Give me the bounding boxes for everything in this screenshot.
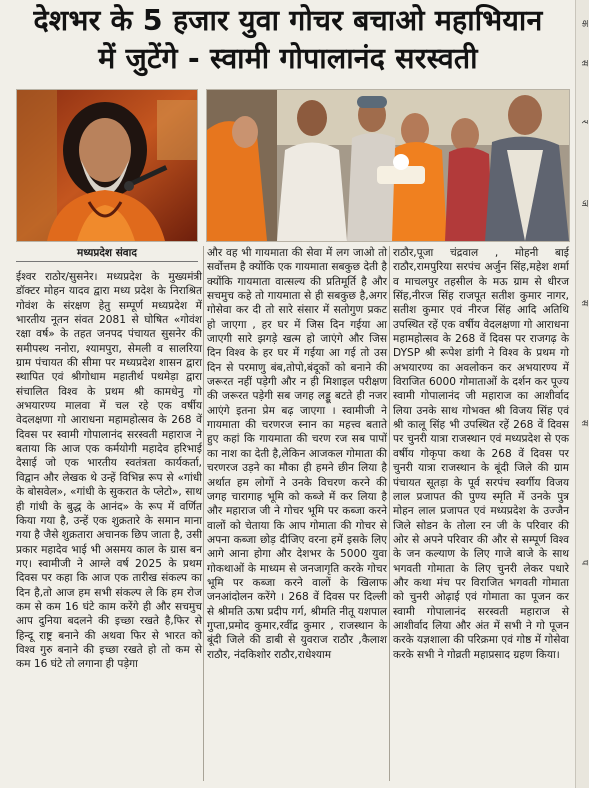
edge-char: स — [579, 60, 589, 67]
article-column-2 — [207, 246, 387, 662]
headline-line-1: देशभर के 5 हजार युवा गोचर बचाओ महाभियान — [33, 4, 543, 37]
edge-char: र — [579, 120, 589, 124]
column-divider — [389, 246, 390, 781]
edge-char: प — [579, 560, 589, 566]
photo-swami-portrait — [16, 89, 198, 242]
photo-caption: मध्यप्रदेश संवाद — [77, 247, 137, 259]
caption-divider — [16, 261, 198, 262]
article-column-1 — [16, 270, 202, 672]
edge-char: क — [579, 20, 589, 27]
edge-char: ज — [579, 200, 589, 207]
article-column-3 — [393, 246, 569, 662]
adjacent-page-edge — [575, 0, 589, 788]
column-divider — [203, 246, 204, 781]
headline-line-2: में जुटेंगे - स्वामी गोपालानंद सरस्वती — [98, 42, 478, 75]
article-text: राठौर,पूजा चंद्रवाल , मोहनी बाई राठौर,रामपुरिया सरपंच अर्जुन सिंह,महेश शर्मा व माचलपुर तहसील के मऊ ग्राम से धीरज सिंह,नीरज सिंह राजपूत सतीश कुमार नागर, सतीश कुमार एवं नीरज सिंह आदि अतिथि उपस्थित रहें एक वर्षीय वेदलक्षणा गो आराधना महामहोत्सव के 268 वें दिवस पर राजगढ़ के DYSP श्री रूपेश डांगी ने विश्व के प्रथम गो अभयारण्य का अवलोकन कर अभयारण्य में विराजित 6000 गोमाताओं के दर्शन कर पूज्य स्वामी गोपालानंद जी महाराज का आशीर्वाद लिया उनके साथ गोभक्त श्री विजय सिंह एवं श्री कालू सिंह भी उपस्थित रहें 268 वें दिवस पर चुनरी यात्रा राजस्थान एवं मध्यप्रदेश से एक वर्षीय गोकृपा कथा के 268 वें दिवस पर चुनरी यात्रा राजस्थान के बूंदी जिले की ग्राम पंचायत सूतड़ा के पूर्व सरपंच स्वर्गीय विजय लाल प्रजापत की पुण्य स्मृति में उनके पुत्र मोहन लाल प्रजापत एवं मध्यप्रदेश के उज्जैन जिले सोडन के तोला रन जी के परिवार की ओर से अपने परिवार की और से सम्पूर्ण विश्व के जन कल्याण के लिए गाजे बाजे के साथ भगवती गोमाता के लिए चुनरी लेकर पधारे और कथा मंच पर विराजित भगवती गोमाता को चुनरी ओढ़ाई एवं गोमाता का पूजन कर स्वामी गोपालानंद सरस्वती महाराज से आशीर्वाद लिया और अंत में सभी ने गो पूजन करके यज्ञशाला की परिक्रमा एवं गोष्ठ में गोसेवा करके सभी ने गोव्रती महाप्रसाद ग्रहण किया। — [393, 247, 569, 661]
photo-event-group — [206, 89, 570, 242]
article-text: और वह भी गायमाता की सेवा में लग जाओ तो सर्वोत्तम है क्योंकि एक गायमाता सबकुछ देती है क्योंकि गायमाता वात्सल्य की प्रतिमूर्ति है और सचमुच कहे तो गायमाता से ही सबकुछ है,अगर गोसेवा कर दी तो सारे संसार में सतोगुण प्रकट हो जाएगा , हर घर में जिस दिन गईया आ जाएगी सारे झगड़े खत्म हो जाएंगे और जिस दिन विश्व के हर घर में गईया आ गई तो उस दिन से परमाणु बंब,तोपो,बंदूकों को बनाने की जरूरत नहीं पड़ेगी और न ही मिशाइल परीक्षण की जरूरत पड़ेगी सब जगह लड्डू बटते ही नजर आएंगे इतना प्रेम बढ़ जाएगा । स्वामीजी ने गायमाता की चरणरज स्नान का महत्त्व बताते हुए कहां कि गायमाता की चरण रज सब पापों का नाश का देती है,लेकिन आजकल गोमाता की चरणरज उड़ने का मौका ही हमने छीन लिया है अर्थात हम लोगों ने उनके विचरण करने की जगह चारागाह भूमि को कब्जे में कर लिया है और महाराज जी ने गोचर भूमि पर कब्जा करने वालों को चेताया कि आप गोमाता की गोचर से अपना कब्जा छोड़ दीजिए वरना हमें इसके लिए आगे आना होगा और देशभर के 5000 युवा गोकथाओं के माध्यम से जनजागृति करके गोचर भूमि पर कब्जा करने वालों के खिलाफ जनआंदोलन करेंगे । 268 वें दिवस पर दिल्ली से श्रीमति ऊषा प्रदीप गर्ग, श्रीमति नीतू यशपाल गुप्ता,प्रमोद कुमार,रवींद्र कुमार , राजस्थान के बूंदी जिले की डाबी से युवराज राठौर ,कैलाश राठौर, नंदकिशोर राठौर,राधेश्याम — [207, 247, 387, 661]
edge-char: स — [579, 300, 589, 307]
edge-char: स — [579, 420, 589, 427]
article-text: ईश्वर राठोर/सुसनेर। मध्यप्रदेश के मुख्यमंत्री डॉक्टर मोहन यादव द्वारा मध्य प्रदेश के निराश्रित गोवंश के संरक्षण हेतु सम्पूर्ण मध्यप्रदेश में भारतीय नूतन संवत 2081 से घोषित «गोवंश रक्षा वर्ष» के तहत जनपद पंचायत सुसनेर की समीपस्थ ननोरा, श्यामपुरा, सेमली व सालरिया ग्राम पंचायत की सीमा पर मध्यप्रदेश शासन द्वारा स्थापित एवं श्रीगोधाम महातीर्थ पथमेड़ा द्वारा संचालित विश्व के प्रथम श्री कामधेनु गो अभयारण्य मालवा में चल रहे एक वर्षीय वेदलक्षणा गो आराधना महामहोत्सव के 268 वें दिवस पर स्वामी गोपालानंद सरस्वती महाराज ने बताया कि आज एक कर्मयोगी महादेव हरिभाई देसाई जो एक भारतीय स्वतंत्रता कार्यकर्ता, विद्वान और लेखक थे उन्हें विभिन्न रूप से «गांधी के बोसवेल», «गांधी के सुकरात के प्लेटो», साथ ही गांधी के बुद्ध के आनंद» के रूप में वर्णित किया गया है, उन्हें एक शुक्रतारे के समान माना गया है जैसे शुक्रतारा अचानक छिप जाता है, उसी प्रकार महादेव भाई भी असमय काल के ग्रास बन गए। स्वामीजी ने आग्ले वर्ष 2025 के प्रथम दिवस पर कहा कि आज एक तारीख संकल्प का दिन है,तो आज हम सभी संकल्प ले कि हम रोज कम से कम 16 घंटे काम करेंगे ही और सचमुच आप दुनिया बदलने की इच्छा रखते है,फिर से हिन्दू राष्ट्र बनाने की अथवा फिर से भारत को विश्व गुरु बनाने की इच्छा रखते हो तो कम से कम 16 घंटे तो लगाना ही पड़ेगा — [16, 271, 202, 671]
